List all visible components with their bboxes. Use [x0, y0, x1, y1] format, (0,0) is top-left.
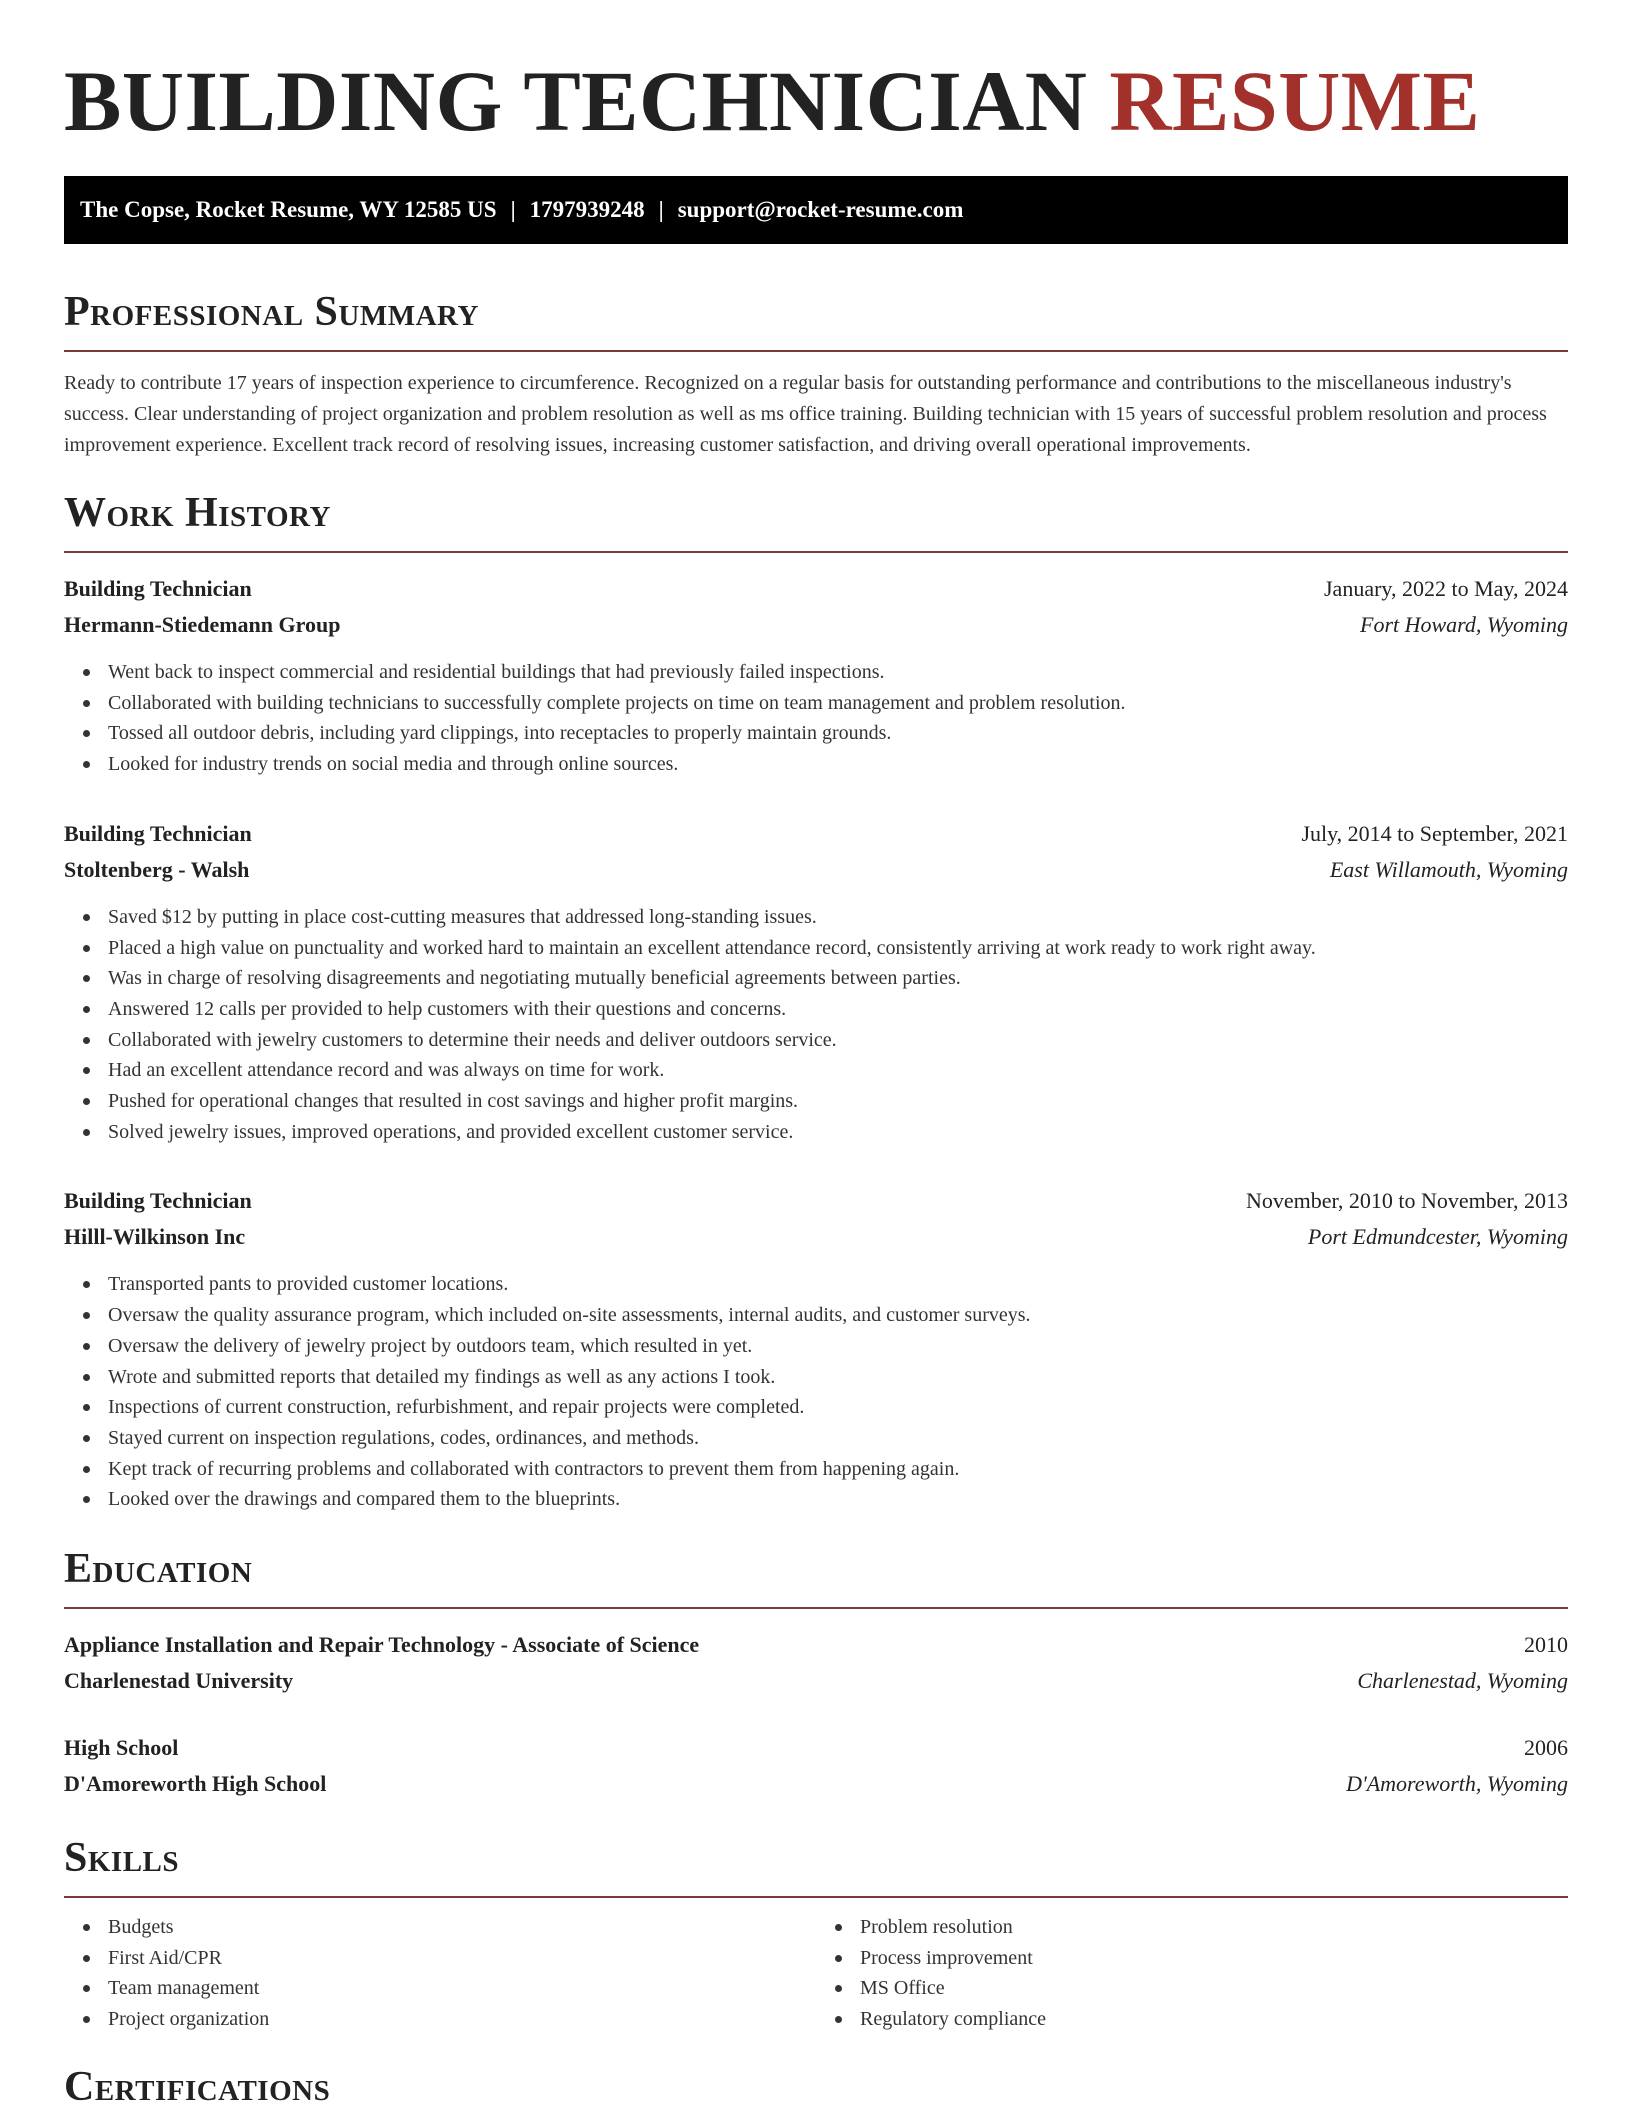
job-bullet: Stayed current on inspection regulations, codes, ordinances, and methods. — [108, 1423, 1568, 1454]
job-title: Building Technician — [64, 1188, 252, 1214]
education-year: 2010 — [1524, 1632, 1568, 1658]
job-location: East Willamouth, Wyoming — [1329, 856, 1568, 882]
job-bullet: Inspections of current construction, refurbishment, and repair projects were completed. — [108, 1392, 1568, 1423]
job-company: Hilll-Wilkinson Inc — [64, 1224, 246, 1250]
job-location: Fort Howard, Wyoming — [1360, 612, 1568, 637]
job-dates: July, 2014 to September, 2021 — [1301, 820, 1568, 846]
contact-bar — [64, 176, 1568, 244]
education-location: D'Amoreworth, Wyoming — [1346, 1771, 1568, 1797]
job-bullet: Saved $12 by putting in place cost-cutting measures that addressed long-standing issues. — [108, 902, 1568, 933]
job-dates: January, 2022 to May, 2024 — [1324, 576, 1568, 601]
job-bullet: Had an excellent attendance record and was always on time for work. — [108, 1055, 1568, 1086]
job-company-row — [64, 1219, 1568, 1255]
job-bullet: Pushed for operational changes that resulted in cost savings and higher profit margins. — [108, 1086, 1568, 1117]
job-bullet: Collaborated with jewelry customers to determine their needs and deliver outdoors service. — [108, 1025, 1568, 1056]
skill-item: Process improvement — [860, 1943, 1568, 1974]
education-degree-row — [64, 1730, 1568, 1766]
job-entry — [64, 571, 1568, 780]
job-dates: November, 2010 to November, 2013 — [1245, 1188, 1568, 1214]
job-bullets — [64, 657, 1568, 780]
job-bullet: Transported pants to provided customer locations. — [108, 1269, 1568, 1300]
job-bullet: Kept track of recurring problems and collaborated with contractors to prevent them from happening again. — [108, 1454, 1568, 1485]
education-school-row — [64, 1766, 1568, 1802]
skills-heading: Skills — [64, 1834, 1568, 1898]
contact-separator: | — [510, 197, 516, 222]
skill-item: Regulatory compliance — [860, 2004, 1568, 2035]
job-company-row — [64, 852, 1568, 888]
title-main: BUILDING TECHNICIAN — [64, 53, 1088, 149]
contact-phone: 1797939248 — [529, 197, 645, 222]
certifications-heading: Certifications — [64, 2063, 331, 2110]
job-bullet: Looked over the drawings and compared them to the blueprints. — [108, 1484, 1568, 1515]
job-company: Hermann-Stiedemann Group — [64, 612, 341, 637]
job-company-row — [64, 607, 1568, 643]
education-location: Charlenestad, Wyoming — [1357, 1668, 1568, 1694]
job-location: Port Edmundcester, Wyoming — [1307, 1224, 1568, 1250]
job-title: Building Technician — [64, 820, 252, 846]
skills-grid — [64, 1912, 1568, 2035]
job-title-row — [64, 571, 1568, 607]
skill-item: Project organization — [108, 2004, 816, 2035]
skill-item: Budgets — [108, 1912, 816, 1943]
work-history-heading: Work History — [64, 489, 1568, 553]
job-bullet: Went back to inspect commercial and residential buildings that had previously failed inspections. — [108, 657, 1568, 688]
education-degree-row — [64, 1627, 1568, 1663]
contact-address: The Copse, Rocket Resume, WY 12585 US — [80, 197, 497, 222]
skill-item: First Aid/CPR — [108, 1943, 816, 1974]
summary-heading: Professional Summary — [64, 288, 1568, 352]
job-bullet: Looked for industry trends on social media and through online sources. — [108, 749, 1568, 780]
summary-text: Ready to contribute 17 years of inspection experience to circumference. Recognized on a regular basis for outstanding performance and contributions to the miscellaneous industry's success. Clear understanding of project organization and problem resolution as well as ms office training. Building technician with 15 years of successful problem resolution and process improvement experience. Excellent track record of resolving issues, increasing customer satisfaction, and driving overall operational improvements. — [64, 372, 1547, 456]
skill-item: Team management — [108, 1973, 816, 2004]
education-school: Charlenestad University — [64, 1668, 294, 1694]
job-bullets — [64, 902, 1568, 1148]
job-bullet: Oversaw the quality assurance program, which included on-site assessments, internal audits, and customer surveys. — [108, 1300, 1568, 1331]
job-entry — [64, 816, 1568, 1148]
education-year: 2006 — [1524, 1735, 1568, 1761]
education-school-row — [64, 1663, 1568, 1699]
contact-separator: | — [658, 197, 664, 222]
job-bullet: Collaborated with building technicians to successfully complete projects on time on team management and problem resolution. — [108, 688, 1568, 719]
job-bullet: Oversaw the delivery of jewelry project by outdoors team, which resulted in yet. — [108, 1331, 1568, 1362]
job-bullet: Wrote and submitted reports that detailed my findings as well as any actions I took. — [108, 1362, 1568, 1393]
job-bullet: Tossed all outdoor debris, including yard clippings, into receptacles to properly maintain grounds. — [108, 718, 1568, 749]
education-degree: Appliance Installation and Repair Technology - Associate of Science — [64, 1632, 700, 1658]
job-company: Stoltenberg - Walsh — [64, 856, 250, 882]
job-title-row — [64, 1183, 1568, 1219]
job-title: Building Technician — [64, 576, 252, 601]
contact-email[interactable]: support@rocket-resume.com — [677, 197, 964, 222]
skill-item: MS Office — [860, 1973, 1568, 2004]
education-degree: High School — [64, 1735, 179, 1761]
job-bullet: Was in charge of resolving disagreements and negotiating mutually beneficial agreements between parties. — [108, 963, 1568, 994]
job-bullet: Placed a high value on punctuality and worked hard to maintain an excellent attendance record, consistently arriving at work ready to work right away. — [108, 933, 1568, 964]
resume-page — [64, 0, 1568, 2125]
job-bullet: Solved jewelry issues, improved operations, and provided excellent customer service. — [108, 1117, 1568, 1148]
education-entry — [64, 1627, 1568, 1699]
skills-column-right — [816, 1912, 1568, 2035]
skill-item: Problem resolution — [860, 1912, 1568, 1943]
resume-title — [64, 0, 1568, 148]
skills-column-left — [64, 1912, 816, 2035]
education-school: D'Amoreworth High School — [64, 1771, 327, 1797]
job-bullet: Answered 12 calls per provided to help customers with their questions and concerns. — [108, 994, 1568, 1025]
title-accent: RESUME — [1109, 53, 1481, 149]
job-title-row — [64, 816, 1568, 852]
job-bullets — [64, 1269, 1568, 1515]
education-heading: Education — [64, 1545, 1568, 1609]
job-entry — [64, 1183, 1568, 1515]
education-entry — [64, 1730, 1568, 1802]
